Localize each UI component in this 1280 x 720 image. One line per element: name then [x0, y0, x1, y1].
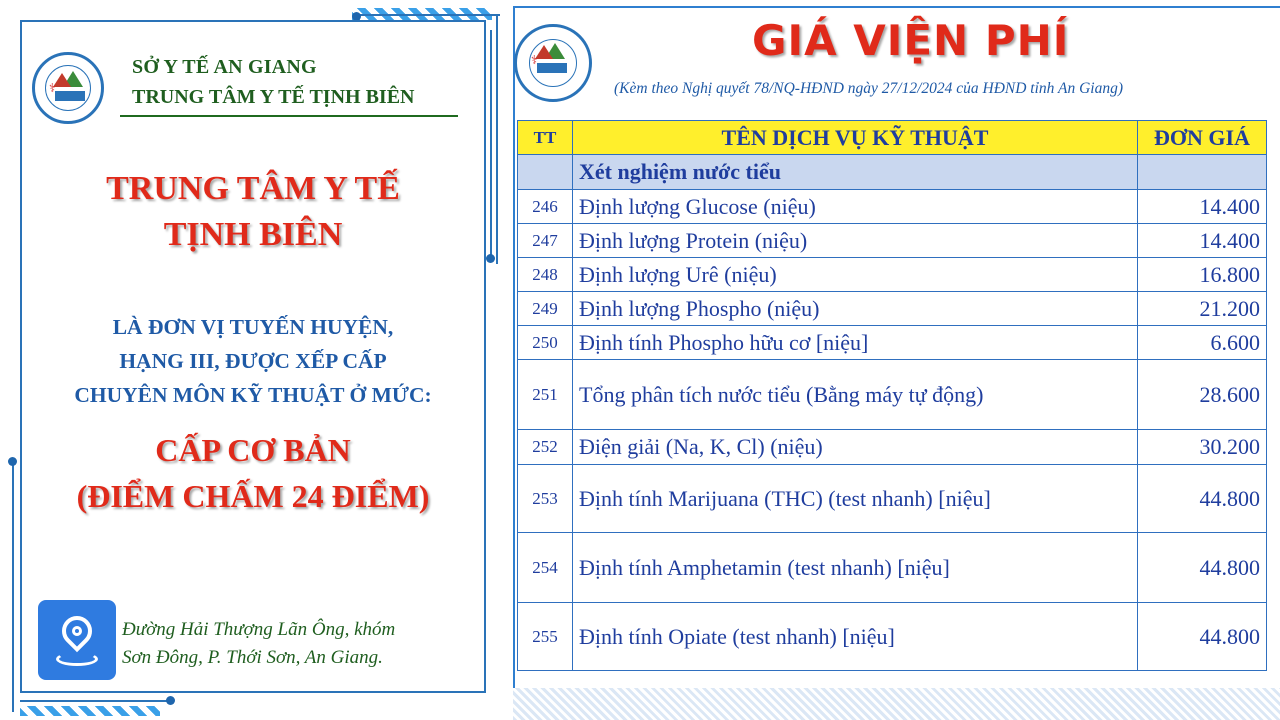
hospital-logo-right: ⚕	[514, 24, 592, 102]
table-row	[518, 258, 1267, 292]
section-title: Xét nghiệm nước tiểu	[573, 155, 1138, 190]
level-line2: (ĐIỂM CHẤM 24 ĐIỂM)	[76, 478, 430, 514]
row-service-name: Định tính Marijuana (THC) (test nhanh) [niệu]	[573, 465, 1138, 533]
org-name: TRUNG TÂM Y TẾ TỊNH BIÊN	[132, 86, 415, 108]
desc-line3: CHUYÊN MÔN KỸ THUẬT Ở MỨC:	[74, 383, 432, 407]
row-service-name: Định tính Opiate (test nhanh) [niệu]	[573, 603, 1138, 671]
price-table	[517, 120, 1267, 671]
decorative-dot	[486, 254, 495, 263]
org-parent-name: SỞ Y TẾ AN GIANG	[132, 56, 317, 78]
hospital-logo: ⚕	[32, 52, 104, 124]
decorative-dot	[166, 696, 175, 705]
row-service-name: Định lượng Glucose (niệu)	[573, 190, 1138, 224]
header-price: ĐƠN GIÁ	[1138, 121, 1267, 155]
table-row	[518, 224, 1267, 258]
table-row	[518, 430, 1267, 465]
row-tt: 249	[518, 292, 573, 326]
row-tt: 253	[518, 465, 573, 533]
decorative-stripes-bottom	[20, 706, 160, 716]
table-row	[518, 603, 1267, 671]
row-tt: 254	[518, 533, 573, 603]
table-row	[518, 190, 1267, 224]
decorative-line	[490, 30, 492, 260]
row-price: 30.200	[1138, 430, 1267, 465]
row-tt: 247	[518, 224, 573, 258]
row-service-name: Định tính Phospho hữu cơ [niệu]	[573, 326, 1138, 360]
table-row	[518, 465, 1267, 533]
table-row	[518, 533, 1267, 603]
row-tt: 250	[518, 326, 573, 360]
decorative-line	[20, 700, 170, 702]
address-line1: Đường Hải Thượng Lãn Ông, khóm	[122, 619, 396, 640]
section-row	[518, 155, 1267, 190]
level-line1: CẤP CƠ BẢN	[155, 432, 351, 468]
row-price: 28.600	[1138, 360, 1267, 430]
header-tt: TT	[518, 121, 573, 155]
address-line2: Sơn Đông, P. Thới Sơn, An Giang.	[122, 647, 383, 668]
row-price: 44.800	[1138, 603, 1267, 671]
table-row	[518, 360, 1267, 430]
row-service-name: Định tính Amphetamin (test nhanh) [niệu]	[573, 533, 1138, 603]
decorative-line	[12, 462, 14, 712]
row-price: 6.600	[1138, 326, 1267, 360]
row-tt: 251	[518, 360, 573, 430]
center-title-line2: TỊNH BIÊN	[163, 216, 343, 253]
row-price: 16.800	[1138, 258, 1267, 292]
header-divider	[120, 115, 458, 117]
location-pin-icon	[38, 600, 116, 680]
row-service-name: Định lượng Protein (niệu)	[573, 224, 1138, 258]
center-title-line1: TRUNG TÂM Y TẾ	[106, 170, 400, 207]
header-service-name: TÊN DỊCH VỤ KỸ THUẬT	[573, 121, 1138, 155]
row-tt: 255	[518, 603, 573, 671]
row-tt: 248	[518, 258, 573, 292]
decorative-line	[360, 14, 500, 16]
frame-line-top	[513, 6, 1280, 8]
row-service-name: Định lượng Phospho (niệu)	[573, 292, 1138, 326]
table-row	[518, 326, 1267, 360]
page-title: GIÁ VIỆN PHÍ	[752, 16, 1070, 65]
row-service-name: Điện giải (Na, K, Cl) (niệu)	[573, 430, 1138, 465]
desc-line1: LÀ ĐƠN VỊ TUYẾN HUYỆN,	[112, 315, 394, 339]
page-subtitle: (Kèm theo Nghị quyết 78/NQ-HĐND ngày 27/12/2024 của HĐND tỉnh An Giang)	[614, 80, 1124, 97]
frame-line-left	[513, 6, 515, 688]
row-service-name: Tổng phân tích nước tiểu (Bằng máy tự động)	[573, 360, 1138, 430]
row-price: 14.400	[1138, 190, 1267, 224]
row-price: 14.400	[1138, 224, 1267, 258]
desc-line2: HẠNG III, ĐƯỢC XẾP CẤP	[119, 349, 387, 373]
row-service-name: Định lượng Urê (niệu)	[573, 258, 1138, 292]
row-price: 21.200	[1138, 292, 1267, 326]
table-row	[518, 292, 1267, 326]
table-header-row	[518, 121, 1267, 155]
row-price: 44.800	[1138, 533, 1267, 603]
decorative-dot	[8, 457, 17, 466]
decorative-bottom-band	[513, 688, 1280, 720]
decorative-line	[496, 14, 498, 264]
row-tt: 246	[518, 190, 573, 224]
row-price: 44.800	[1138, 465, 1267, 533]
row-tt: 252	[518, 430, 573, 465]
